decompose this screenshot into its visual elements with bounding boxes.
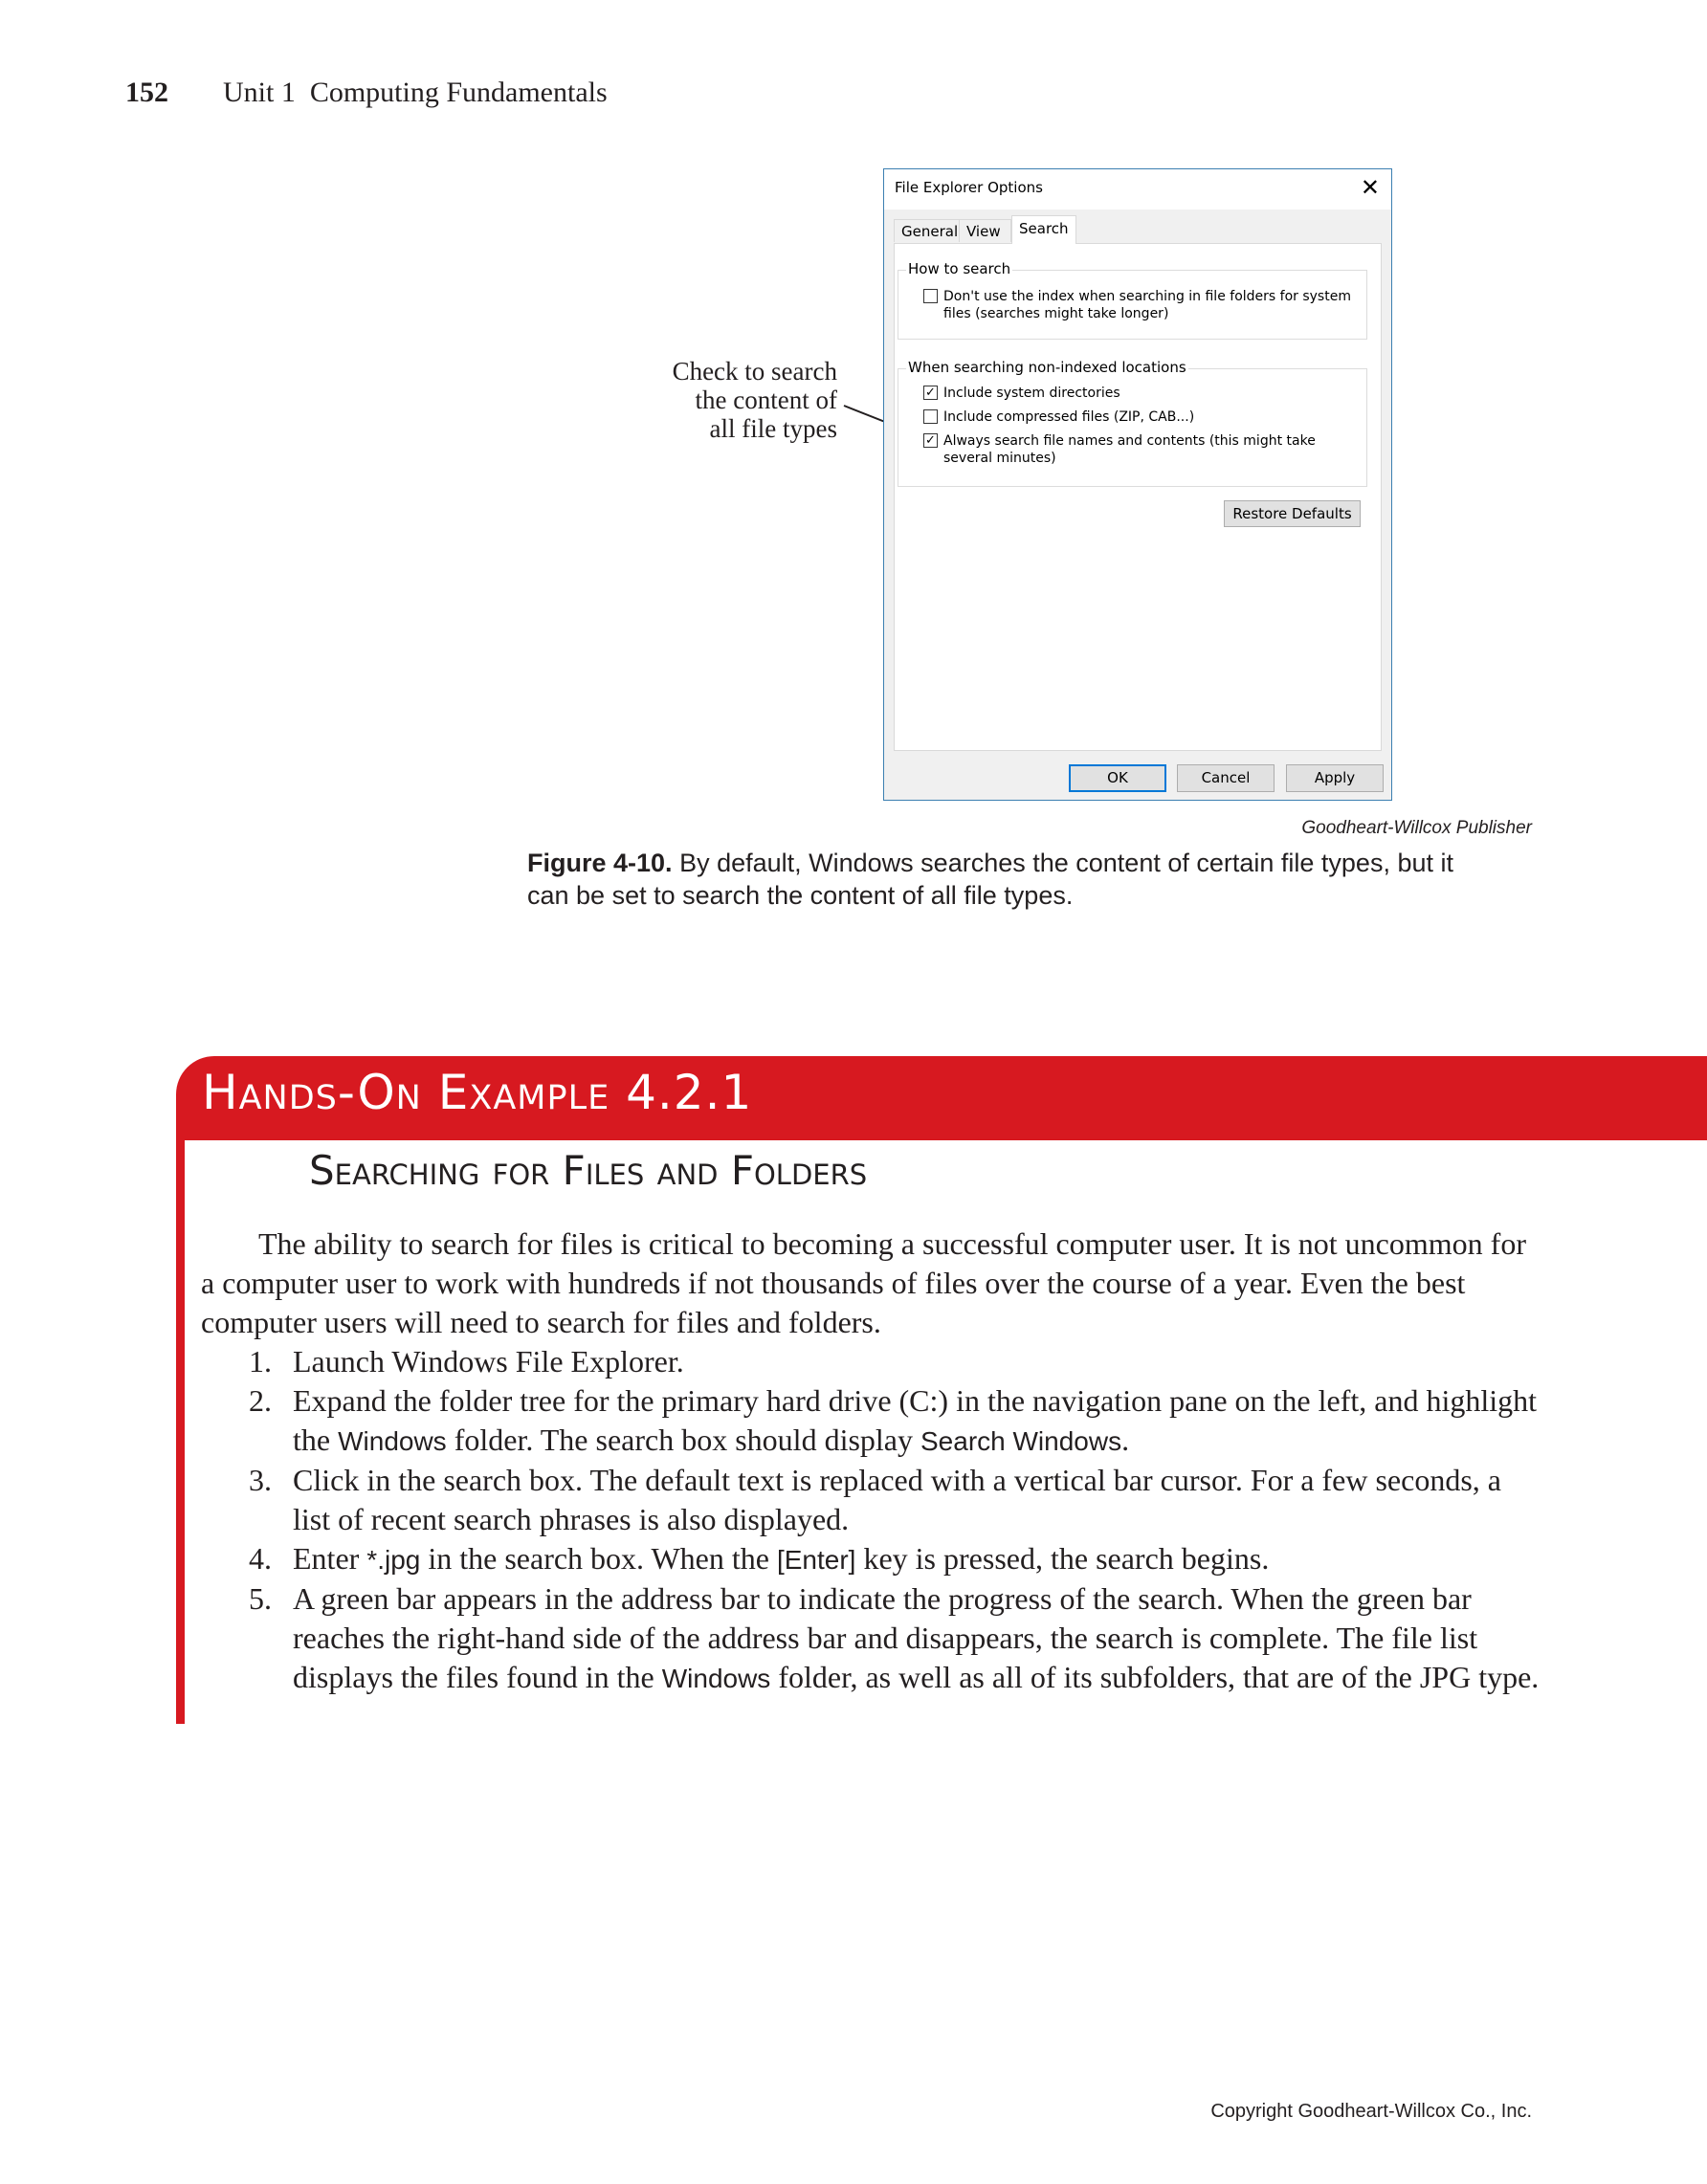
- restore-defaults-button[interactable]: Restore Defaults: [1224, 500, 1361, 527]
- group-title: How to search: [908, 260, 1011, 277]
- list-item: [201, 1342, 1541, 1381]
- figure-caption: [527, 847, 1541, 912]
- checkbox[interactable]: [923, 409, 938, 424]
- caption-text: can be set to search the content of all file types.: [527, 881, 1074, 910]
- include-compressed-files-option[interactable]: [923, 408, 1194, 426]
- list-item: [201, 1539, 1541, 1579]
- file-explorer-options-dialog: [883, 168, 1392, 801]
- checkbox[interactable]: [923, 289, 938, 303]
- caption-text: By default, Windows searches the content of certain file types, but it: [679, 849, 1453, 877]
- option-label: several minutes): [943, 451, 1056, 466]
- ui-term: [Enter]: [776, 1545, 856, 1575]
- list-item: [201, 1461, 1541, 1539]
- checkbox-checked[interactable]: ✓: [923, 386, 938, 400]
- step-number: 1.: [249, 1344, 272, 1379]
- step-text: Enter: [293, 1541, 367, 1576]
- figure-credit: Goodheart-Willcox Publisher: [1301, 818, 1532, 838]
- figure-label: Figure 4-10.: [527, 849, 673, 877]
- tab-general[interactable]: General: [894, 219, 960, 242]
- step-text: key is pressed, the search begins.: [855, 1541, 1270, 1576]
- section-rule: [176, 1129, 185, 1724]
- step-text: A green bar appears in the address bar to indicate the progress of the search. When the green bar reaches the right-hand side of the address bar and disappears, the search is complete. The file list displays the files found in the: [293, 1581, 1478, 1694]
- ui-term: *.jpg: [366, 1545, 421, 1575]
- option-label: Include compressed files (ZIP, CAB...): [943, 409, 1195, 425]
- option-label: Don't use the index when searching in file folders for system: [943, 289, 1351, 304]
- tab-search[interactable]: Search: [1011, 215, 1076, 244]
- callout-line: the content of: [695, 386, 837, 414]
- option-label: files (searches might take longer): [943, 306, 1169, 321]
- step-number: 2.: [249, 1383, 272, 1418]
- step-text: folder. The search box should display: [446, 1423, 920, 1457]
- dialog-title: File Explorer Options: [895, 179, 1043, 196]
- non-indexed-locations-group: [898, 359, 1367, 487]
- step-number: 5.: [249, 1581, 272, 1616]
- figure-callout: [608, 357, 837, 443]
- close-icon[interactable]: ✕: [1360, 174, 1380, 201]
- section-title: Searching for Files and Folders: [309, 1147, 868, 1194]
- ui-term: Search Windows: [920, 1426, 1122, 1456]
- running-head: Unit 1 Computing Fundamentals: [223, 77, 608, 108]
- copyright: Copyright Goodheart-Willcox Co., Inc.: [1210, 2101, 1532, 2122]
- include-system-directories-option[interactable]: [923, 385, 1120, 402]
- step-number: 3.: [249, 1463, 272, 1497]
- dont-use-index-option[interactable]: [923, 288, 1351, 322]
- tab-view[interactable]: View: [959, 219, 1011, 242]
- banner-title: Hands-On Example 4.2.1: [202, 1065, 753, 1120]
- checkbox-checked[interactable]: ✓: [923, 433, 938, 448]
- intro-paragraph: The ability to search for files is critical to becoming a successful computer user. It is not uncommon for a computer user to work with hundreds if not thousands of files over the course of a year. Even the best computer users will need to search for files and folders.: [201, 1226, 1526, 1339]
- dialog-title-bar: [884, 169, 1391, 210]
- callout-line: all file types: [709, 414, 837, 443]
- page-number: 152: [125, 77, 168, 108]
- apply-button[interactable]: Apply: [1286, 764, 1384, 792]
- step-text: Launch Windows File Explorer.: [293, 1344, 684, 1379]
- ok-button[interactable]: OK: [1069, 764, 1166, 792]
- cancel-button[interactable]: Cancel: [1177, 764, 1275, 792]
- step-text: in the search box. When the: [420, 1541, 777, 1576]
- step-text: Expand the folder tree for the primary hard drive (C:) in the navigation pane on the left, and highlight the: [293, 1383, 1538, 1457]
- how-to-search-group: [898, 260, 1367, 340]
- list-item: [201, 1381, 1541, 1461]
- option-label: Include system directories: [943, 386, 1120, 401]
- option-label: Always search file names and contents (this might take: [943, 433, 1316, 449]
- list-item: [201, 1579, 1541, 1698]
- step-text: folder, as well as all of its subfolders, that are of the JPG type.: [770, 1660, 1540, 1694]
- callout-line: Check to search: [672, 357, 837, 386]
- step-text: .: [1121, 1423, 1130, 1457]
- step-text: Click in the search box. The default text is replaced with a vertical bar cursor. For a few seconds, a list of recent search phrases is also displayed.: [293, 1463, 1501, 1536]
- group-title: When searching non-indexed locations: [908, 359, 1186, 376]
- step-number: 4.: [249, 1541, 272, 1576]
- always-search-contents-option[interactable]: [923, 432, 1316, 467]
- ui-term: Windows: [338, 1426, 447, 1456]
- ui-term: Windows: [661, 1664, 771, 1693]
- steps-list: [201, 1342, 1541, 1698]
